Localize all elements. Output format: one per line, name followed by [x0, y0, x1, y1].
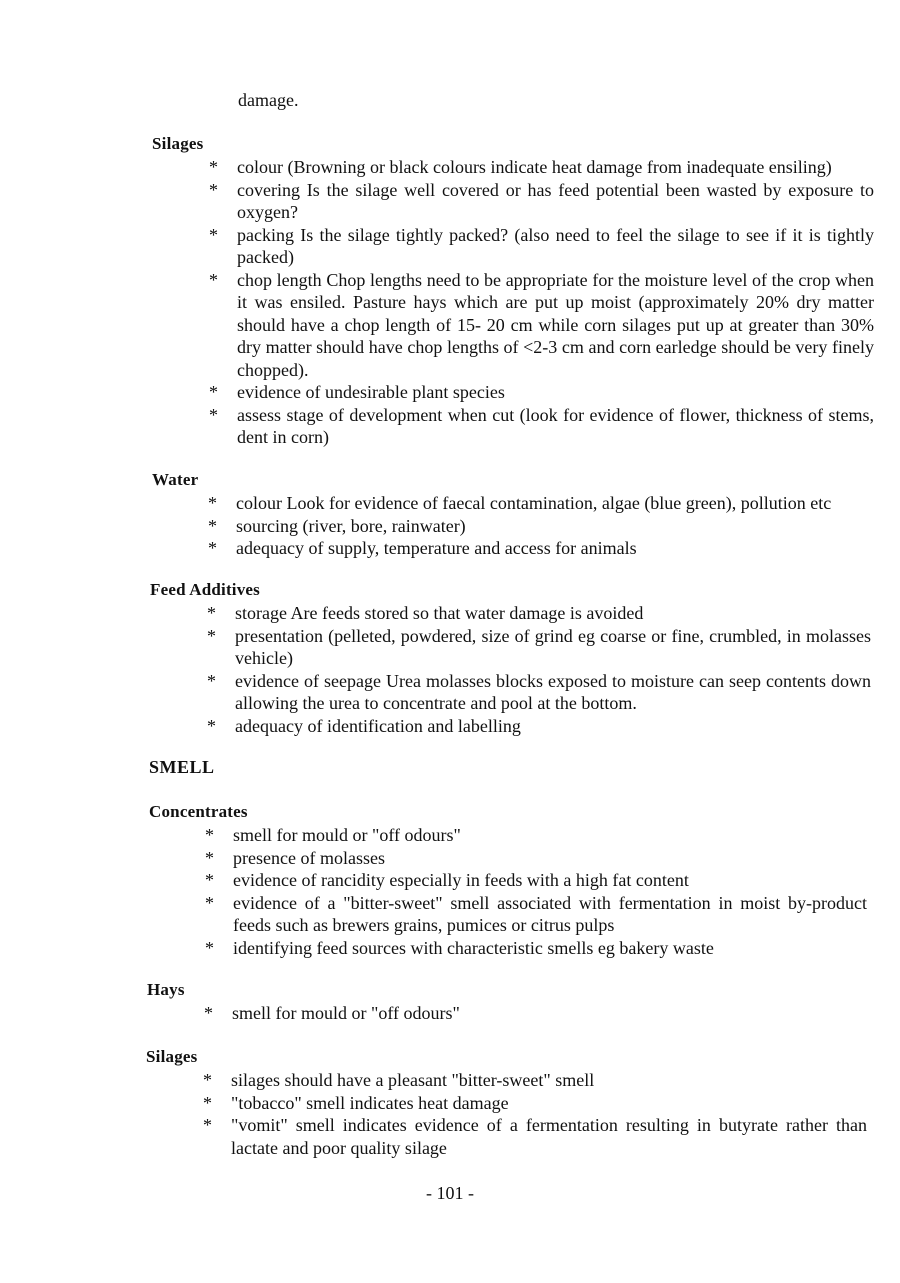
list-item: * "tobacco" smell indicates heat damage — [203, 1092, 509, 1113]
bullet-star: * — [208, 493, 217, 513]
bullet-star: * — [207, 603, 216, 623]
list-item: * evidence of undesirable plant species — [209, 382, 505, 402]
section-silages-smell — [146, 1047, 868, 1159]
section-heading: Water — [152, 470, 199, 489]
list-item: * assess stage of development when cut (look for evidence of flower, thickness of stems, dent in corn) — [209, 404, 874, 447]
bullet-star: * — [207, 715, 216, 736]
bullet-star: * — [209, 179, 218, 200]
section-heading: Hays — [147, 980, 185, 999]
list-item: * smell for mould or "off odours" — [204, 1003, 460, 1023]
list-item: * smell for mould or "off odours" — [205, 825, 461, 845]
list-item: * evidence of seepage Urea molasses blocks exposed to moisture can seep contents down allowing the urea to concentrate and pool at the bottom. — [207, 670, 871, 713]
list-item: * identifying feed sources with characteristic smells eg bakery waste — [205, 937, 714, 958]
bullet-star: * — [209, 157, 218, 177]
bullet-star: * — [209, 224, 218, 245]
section-heading: Silages — [146, 1047, 198, 1066]
section-heading: Concentrates — [149, 802, 248, 821]
bullet-star: * — [205, 825, 214, 845]
bullet-star: * — [209, 404, 218, 425]
continuation-text: damage. — [238, 90, 299, 110]
list-item: * silages should have a pleasant "bitter-sweet" smell — [203, 1070, 595, 1090]
list-item: * evidence of a "bitter-sweet" smell associated with fermentation in moist by-product feeds such as brewers grains, pumices or citrus pulps — [205, 892, 867, 935]
bullet-star: * — [205, 892, 214, 913]
list-item: * packing Is the silage tightly packed? (also need to feel the silage to see if it is tightly packed) — [209, 224, 874, 267]
bullet-star: * — [203, 1070, 212, 1090]
list-item: * chop length Chop lengths need to be appropriate for the moisture level of the crop when it was ensiled. Pasture hays which are put up moist (approximately 20% dry matter should have a chop length of 15- 20 cm while corn silages put up at greater than 30% dry matter should have chop lengths of <2-3 cm and corn earledge should be very finely chopped). — [209, 269, 874, 380]
list-item: * storage Are feeds stored so that water damage is avoided — [207, 603, 644, 623]
section-water — [152, 470, 874, 560]
section-heading: Silages — [152, 134, 204, 153]
list-item: * adequacy of supply, temperature and access for animals — [208, 538, 637, 558]
bullet-list — [208, 492, 874, 560]
section-smell — [149, 757, 215, 780]
bullet-list — [207, 602, 871, 737]
bullet-list — [209, 156, 874, 449]
bullet-star: * — [209, 382, 218, 402]
list-item: * colour Look for evidence of faecal contamination, algae (blue green), pollution etc — [208, 493, 832, 513]
bullet-star: * — [208, 515, 217, 536]
bullet-list — [204, 1002, 866, 1025]
bullet-star: * — [205, 937, 214, 958]
list-item: * covering Is the silage well covered or has feed potential been wasted by exposure to oxygen? — [209, 179, 874, 222]
bullet-star: * — [203, 1092, 212, 1113]
section-feed-additives — [150, 580, 872, 737]
bullet-list — [203, 1069, 867, 1159]
section-silages-look — [152, 134, 874, 449]
list-item: * evidence of rancidity especially in feeds with a high fat content — [205, 870, 689, 890]
bullet-star: * — [203, 1115, 212, 1135]
list-item: * "vomit" smell indicates evidence of a fermentation resulting in butyrate rather than lactate and poor quality silage — [203, 1115, 867, 1158]
bullet-star: * — [207, 670, 216, 691]
bullet-star: * — [204, 1003, 213, 1023]
list-item: * colour (Browning or black colours indicate heat damage from inadequate ensiling) — [209, 157, 832, 177]
list-item: * presence of molasses — [205, 847, 385, 868]
section-heading: Feed Additives — [150, 580, 260, 599]
section-heading: SMELL — [149, 757, 215, 777]
bullet-star: * — [205, 847, 214, 868]
section-hays — [147, 980, 869, 1025]
bullet-star: * — [208, 538, 217, 558]
section-concentrates — [149, 802, 871, 959]
bullet-star: * — [207, 625, 216, 646]
bullet-star: * — [209, 269, 218, 290]
list-item: * adequacy of identification and labelling — [207, 715, 521, 736]
page-number: - 101 - — [426, 1183, 474, 1203]
list-item: * sourcing (river, bore, rainwater) — [208, 515, 466, 536]
list-item: * presentation (pelleted, powdered, size of grind eg coarse or fine, crumbled, in molasses vehicle) — [207, 625, 871, 668]
bullet-list — [205, 824, 867, 959]
bullet-star: * — [205, 870, 214, 890]
